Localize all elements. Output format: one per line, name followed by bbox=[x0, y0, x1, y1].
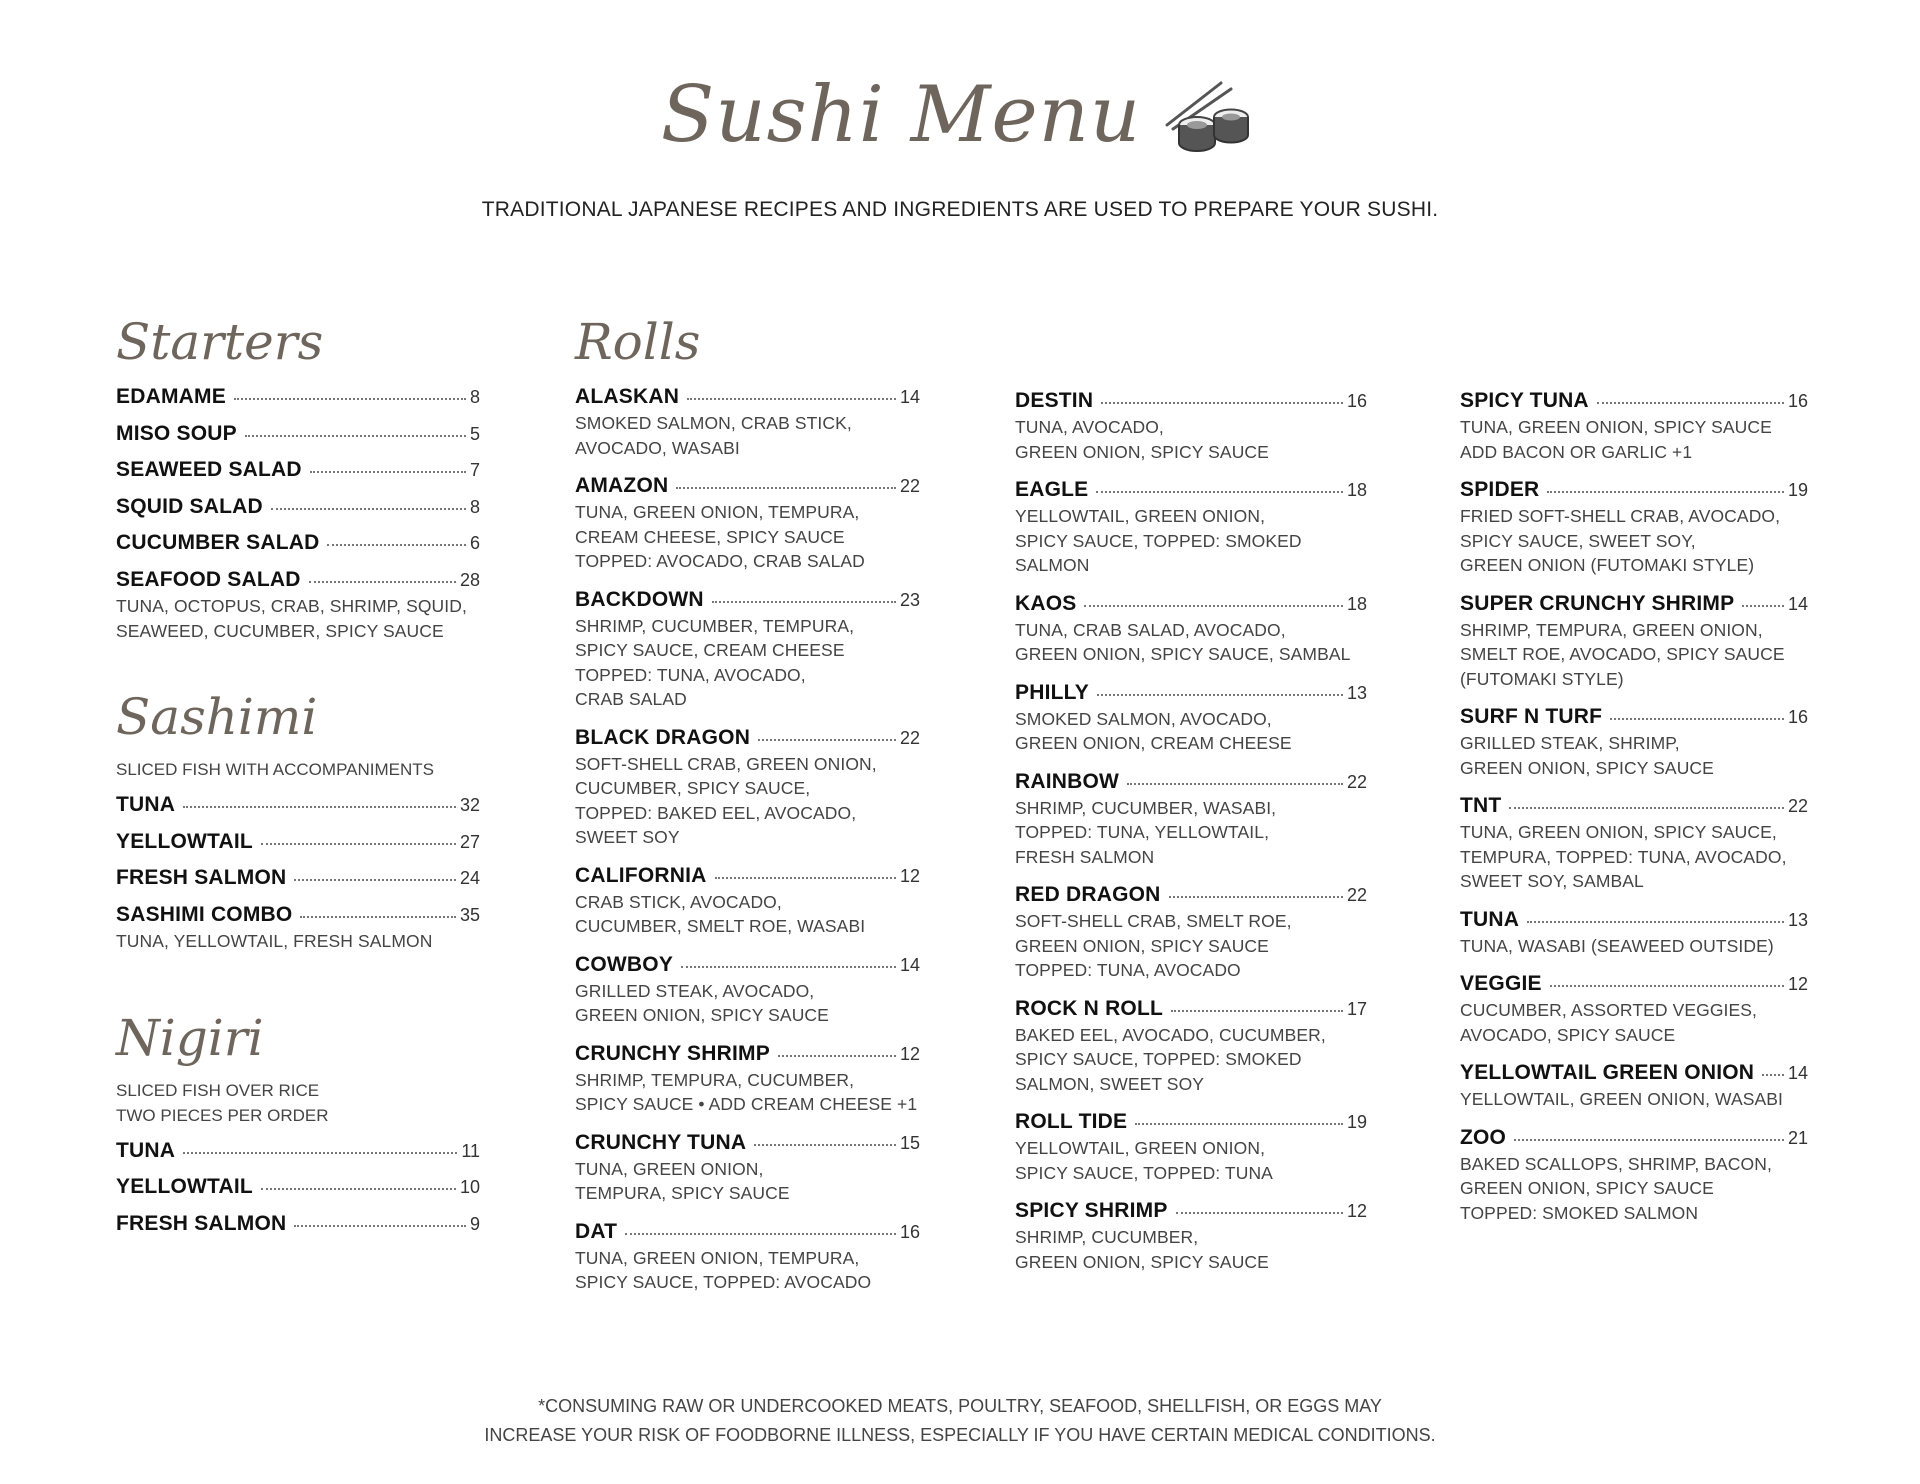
menu-item-price: 8 bbox=[469, 496, 480, 517]
dot-leader bbox=[183, 1152, 457, 1154]
menu-item-row bbox=[116, 1140, 480, 1163]
menu-item-row bbox=[116, 386, 480, 409]
dot-leader bbox=[1101, 402, 1343, 404]
menu-item-price: 16 bbox=[899, 1221, 920, 1242]
menu-item-price: 14 bbox=[1787, 1063, 1808, 1083]
rolls-heading: Rolls bbox=[575, 313, 701, 371]
dot-leader bbox=[676, 487, 896, 489]
menu-item bbox=[1460, 1062, 1808, 1112]
menu-item-name: RAINBOW bbox=[1015, 769, 1120, 793]
dot-leader bbox=[681, 966, 896, 968]
menu-item-description: TUNA, YELLOWTAIL, FRESH SALMON bbox=[116, 931, 433, 951]
menu-item-description: CUCUMBER, ASSORTED VEGGIES, AVOCADO, SPICY SAUCE bbox=[1460, 1000, 1758, 1045]
menu-item-description: CRAB STICK, AVOCADO, CUCUMBER, SMELT ROE, WASABI bbox=[575, 891, 866, 936]
menu-item-row bbox=[1015, 884, 1367, 906]
menu-item-row bbox=[116, 532, 480, 555]
menu-item bbox=[116, 532, 480, 555]
menu-item-row bbox=[1460, 1127, 1808, 1149]
menu-item-name: EAGLE bbox=[1015, 478, 1089, 501]
menu-item bbox=[1015, 998, 1367, 1097]
dot-leader bbox=[294, 879, 456, 881]
menu-item-row bbox=[116, 831, 480, 854]
dot-leader bbox=[327, 544, 466, 546]
menu-item bbox=[116, 459, 480, 482]
menu-item-name: KAOS bbox=[1015, 591, 1077, 615]
menu-item-row bbox=[1015, 1111, 1367, 1133]
menu-item-price: 6 bbox=[469, 533, 480, 553]
menu-item-name: TUNA bbox=[116, 1138, 176, 1162]
menu-item-row bbox=[1015, 479, 1367, 501]
disclaimer-line-1: *CONSUMING RAW OR UNDERCOOKED MEATS, POULTRY, SEAFOOD, SHELLFISH, OR EGGS MAY bbox=[538, 1396, 1382, 1416]
menu-item-name: SEAFOOD SALAD bbox=[116, 567, 301, 591]
dot-leader bbox=[1597, 402, 1784, 404]
menu-item-description: SHRIMP, TEMPURA, CUCUMBER, SPICY SAUCE • ADD CREAM CHEESE +1 bbox=[575, 1069, 918, 1114]
menu-item-price: 7 bbox=[469, 460, 480, 480]
menu-item-row bbox=[575, 386, 920, 408]
menu-item bbox=[1015, 390, 1367, 464]
menu-item-price: 23 bbox=[899, 589, 920, 610]
menu-item-row bbox=[1460, 479, 1808, 501]
menu-item-name: PHILLY bbox=[1015, 680, 1089, 704]
menu-item-price: 24 bbox=[459, 868, 480, 888]
menu-item-row bbox=[575, 475, 920, 497]
menu-item bbox=[116, 569, 480, 644]
allergy-disclaimer bbox=[0, 1392, 1920, 1450]
menu-item-description: TUNA, GREEN ONION, TEMPURA, CREAM CHEESE, SPICY SAUCE TOPPED: AVOCADO, CRAB SALAD bbox=[575, 502, 865, 571]
menu-item bbox=[1460, 706, 1808, 780]
menu-item bbox=[116, 831, 480, 854]
dot-leader bbox=[778, 1055, 896, 1057]
menu-item-price: 17 bbox=[1346, 998, 1367, 1019]
menu-item-description: YELLOWTAIL, GREEN ONION, SPICY SAUCE, TOPPED: TUNA bbox=[1015, 1138, 1273, 1183]
menu-tagline: TRADITIONAL JAPANESE RECIPES AND INGREDIENTS ARE USED TO PREPARE YOUR SUSHI. bbox=[481, 198, 1439, 221]
dot-leader bbox=[1527, 921, 1784, 923]
dot-leader bbox=[1127, 783, 1343, 785]
rolls-list-3 bbox=[1460, 390, 1808, 1225]
menu-item-name: ALASKAN bbox=[575, 385, 680, 408]
menu-item-price: 22 bbox=[1346, 771, 1367, 792]
menu-item-name: YELLOWTAIL bbox=[116, 1175, 253, 1198]
menu-item-description: BAKED SCALLOPS, SHRIMP, BACON, GREEN ONION, SPICY SAUCE TOPPED: SMOKED SALMON bbox=[1460, 1153, 1772, 1223]
menu-item-name: DAT bbox=[575, 1219, 618, 1243]
menu-item-name: AMAZON bbox=[575, 474, 669, 497]
menu-item-row bbox=[1460, 795, 1808, 817]
menu-item-name: BLACK DRAGON bbox=[575, 725, 751, 749]
menu-item bbox=[1460, 1127, 1808, 1226]
menu-item bbox=[1015, 682, 1367, 756]
menu-item-price: 35 bbox=[459, 904, 480, 925]
menu-item-name: SPICY TUNA bbox=[1460, 389, 1589, 412]
menu-item bbox=[575, 1221, 920, 1295]
menu-item-price: 12 bbox=[1787, 974, 1808, 994]
menu-item-row bbox=[1015, 1200, 1367, 1222]
sashimi-subtitle: SLICED FISH WITH ACCOMPANIMENTS bbox=[116, 760, 434, 779]
menu-item-row bbox=[1015, 771, 1367, 793]
nigiri-heading: Nigiri bbox=[116, 1008, 264, 1067]
menu-item-row bbox=[116, 867, 480, 890]
menu-item-row bbox=[1460, 390, 1808, 412]
menu-item-name: SPIDER bbox=[1460, 478, 1540, 501]
dot-leader bbox=[245, 435, 466, 437]
menu-item-description: SHRIMP, CUCUMBER, WASABI, TOPPED: TUNA, YELLOWTAIL, FRESH SALMON bbox=[1015, 797, 1277, 867]
sushi-roll-chopsticks-icon bbox=[1159, 75, 1259, 155]
dot-leader bbox=[758, 739, 896, 741]
sashimi-list bbox=[116, 794, 480, 954]
menu-item-price: 9 bbox=[469, 1213, 480, 1234]
menu-item-row bbox=[575, 1221, 920, 1243]
menu-item-name: CALIFORNIA bbox=[575, 863, 707, 887]
menu-item-price: 13 bbox=[1787, 909, 1808, 930]
dot-leader bbox=[1171, 1010, 1343, 1012]
dot-leader bbox=[1509, 807, 1784, 809]
menu-item-price: 28 bbox=[459, 569, 480, 590]
menu-item-name: SUPER CRUNCHY SHRIMP bbox=[1460, 591, 1735, 615]
menu-item bbox=[116, 423, 480, 446]
menu-item bbox=[116, 867, 480, 890]
dot-leader bbox=[1514, 1139, 1784, 1141]
starters-section bbox=[116, 312, 480, 643]
menu-item-row bbox=[116, 904, 480, 927]
menu-item-row bbox=[1015, 998, 1367, 1020]
menu-item-name: CRUNCHY SHRIMP bbox=[575, 1041, 770, 1065]
dot-leader bbox=[1084, 605, 1342, 607]
dot-leader bbox=[1550, 985, 1784, 987]
rolls-column-2 bbox=[1015, 390, 1367, 1289]
menu-item-description: SHRIMP, CUCUMBER, GREEN ONION, SPICY SAUCE bbox=[1015, 1227, 1269, 1272]
menu-item-row bbox=[116, 1213, 480, 1236]
dot-leader bbox=[310, 471, 466, 473]
dot-leader bbox=[754, 1144, 896, 1146]
menu-item-description: TUNA, GREEN ONION, SPICY SAUCE ADD BACON OR GARLIC +1 bbox=[1460, 417, 1772, 462]
menu-item-name: VEGGIE bbox=[1460, 972, 1542, 995]
menu-item-price: 12 bbox=[899, 1043, 920, 1064]
menu-item-price: 22 bbox=[1346, 885, 1367, 905]
menu-item-price: 18 bbox=[1346, 480, 1367, 500]
dot-leader bbox=[271, 508, 466, 510]
dot-leader bbox=[625, 1233, 896, 1235]
menu-item bbox=[1015, 884, 1367, 983]
menu-item bbox=[1015, 771, 1367, 870]
dot-leader bbox=[294, 1225, 466, 1227]
menu-item bbox=[575, 475, 920, 574]
menu-item-row bbox=[1460, 593, 1808, 615]
menu-item-name: FRESH SALMON bbox=[116, 866, 287, 889]
menu-item bbox=[116, 1176, 480, 1199]
menu-item-name: EDAMAME bbox=[116, 385, 226, 408]
menu-item-price: 16 bbox=[1787, 707, 1808, 727]
menu-item bbox=[116, 386, 480, 409]
menu-item-row bbox=[575, 727, 920, 749]
menu-item bbox=[1015, 593, 1367, 667]
menu-item bbox=[1015, 1200, 1367, 1274]
menu-item-name: TUNA bbox=[1460, 907, 1520, 931]
dot-leader bbox=[1169, 896, 1343, 898]
menu-item-description: TUNA, GREEN ONION, SPICY SAUCE, TEMPURA, TOPPED: TUNA, AVOCADO, SWEET SOY, SAMBAL bbox=[1460, 822, 1787, 891]
dot-leader bbox=[1135, 1123, 1343, 1125]
menu-item-name: ROCK N ROLL bbox=[1015, 996, 1164, 1020]
menu-item-name: ZOO bbox=[1460, 1125, 1507, 1149]
menu-item-description: TUNA, GREEN ONION, TEMPURA, SPICY SAUCE, TOPPED: AVOCADO bbox=[575, 1247, 872, 1292]
menu-item bbox=[1460, 390, 1808, 464]
menu-item-row bbox=[1015, 390, 1367, 412]
menu-item-row bbox=[116, 496, 480, 519]
menu-item-row bbox=[116, 423, 480, 446]
menu-item-price: 32 bbox=[459, 795, 480, 815]
menu-item-row bbox=[116, 1176, 480, 1199]
menu-header bbox=[0, 70, 1920, 222]
dot-leader bbox=[234, 398, 466, 400]
menu-item-name: SEAWEED SALAD bbox=[116, 458, 302, 481]
menu-item bbox=[1460, 795, 1808, 894]
menu-item-row bbox=[116, 794, 480, 817]
menu-item-price: 11 bbox=[461, 1140, 480, 1161]
menu-item-row bbox=[1460, 909, 1808, 931]
menu-item-row bbox=[116, 569, 480, 592]
menu-item-description: GRILLED STEAK, SHRIMP, GREEN ONION, SPICY SAUCE bbox=[1460, 733, 1714, 778]
menu-item bbox=[575, 727, 920, 850]
nigiri-subtitle: SLICED FISH OVER RICE TWO PIECES PER ORDER bbox=[116, 1080, 329, 1125]
dot-leader bbox=[261, 1188, 456, 1190]
menu-item-name: SURF N TURF bbox=[1460, 705, 1603, 728]
menu-item bbox=[575, 954, 920, 1028]
menu-item-price: 21 bbox=[1787, 1127, 1808, 1148]
menu-item-price: 14 bbox=[899, 954, 920, 975]
menu-item-price: 19 bbox=[1346, 1112, 1367, 1132]
menu-item bbox=[116, 1140, 480, 1163]
menu-item bbox=[1015, 479, 1367, 578]
menu-item-price: 22 bbox=[899, 476, 920, 496]
nigiri-section bbox=[116, 1008, 480, 1236]
menu-item bbox=[116, 794, 480, 817]
menu-item-description: SHRIMP, CUCUMBER, TEMPURA, SPICY SAUCE, CREAM CHEESE TOPPED: TUNA, AVOCADO, CRAB SALAD bbox=[575, 615, 855, 709]
title-wrap bbox=[661, 70, 1259, 160]
menu-item-price: 14 bbox=[899, 387, 920, 407]
menu-item-name: BACKDOWN bbox=[575, 587, 704, 611]
menu-item bbox=[575, 1043, 920, 1117]
dot-leader bbox=[1096, 491, 1343, 493]
dot-leader bbox=[300, 916, 456, 918]
menu-item-description: SMOKED SALMON, CRAB STICK, AVOCADO, WASABI bbox=[575, 413, 852, 458]
dot-leader bbox=[1742, 605, 1784, 607]
menu-item-price: 22 bbox=[899, 727, 920, 748]
nigiri-list bbox=[116, 1140, 480, 1236]
menu-item-description: TUNA, CRAB SALAD, AVOCADO, GREEN ONION, SPICY SAUCE, SAMBAL bbox=[1015, 619, 1351, 664]
menu-item-price: 10 bbox=[459, 1177, 480, 1197]
menu-item-price: 16 bbox=[1346, 391, 1367, 411]
menu-title: Sushi Menu bbox=[660, 70, 1142, 160]
dot-leader bbox=[712, 601, 896, 603]
menu-item-description: BAKED EEL, AVOCADO, CUCUMBER, SPICY SAUCE, TOPPED: SMOKED SALMON, SWEET SOY bbox=[1015, 1024, 1326, 1094]
menu-item-name: SASHIMI COMBO bbox=[116, 902, 293, 926]
menu-item-row bbox=[1015, 682, 1367, 704]
menu-item bbox=[575, 589, 920, 712]
dot-leader bbox=[183, 806, 456, 808]
menu-item-name: YELLOWTAIL bbox=[116, 829, 253, 853]
menu-item bbox=[116, 904, 480, 954]
dot-leader bbox=[1610, 718, 1784, 720]
menu-item-price: 27 bbox=[459, 831, 480, 852]
menu-item-name: MISO SOUP bbox=[116, 421, 237, 445]
menu-item-price: 12 bbox=[899, 865, 920, 886]
menu-item-description: TUNA, WASABI (SEAWEED OUTSIDE) bbox=[1460, 935, 1774, 956]
menu-item-name: TNT bbox=[1460, 794, 1502, 817]
sashimi-heading: Sashimi bbox=[116, 688, 318, 746]
starters-list bbox=[116, 386, 480, 643]
menu-item-row bbox=[1460, 973, 1808, 995]
menu-item-name: CRUNCHY TUNA bbox=[575, 1130, 747, 1154]
menu-item-row bbox=[575, 1132, 920, 1154]
menu-item-price: 12 bbox=[1346, 1201, 1367, 1221]
menu-item-name: FRESH SALMON bbox=[116, 1211, 287, 1235]
menu-item-name: YELLOWTAIL GREEN ONION bbox=[1460, 1061, 1755, 1084]
menu-item-row bbox=[1460, 706, 1808, 728]
menu-item-price: 5 bbox=[469, 423, 480, 444]
menu-item-row bbox=[1015, 593, 1367, 615]
menu-item-row bbox=[1460, 1062, 1808, 1084]
dot-leader bbox=[1547, 491, 1784, 493]
menu-item-name: DESTIN bbox=[1015, 389, 1094, 412]
starters-heading: Starters bbox=[116, 313, 324, 371]
menu-item-price: 18 bbox=[1346, 593, 1367, 614]
dot-leader bbox=[1762, 1074, 1784, 1076]
rolls-list-1 bbox=[575, 386, 920, 1295]
menu-item-price: 22 bbox=[1787, 796, 1808, 816]
menu-item-name: SPICY SHRIMP bbox=[1015, 1199, 1168, 1222]
menu-item-name: SQUID SALAD bbox=[116, 494, 263, 518]
menu-item-row bbox=[575, 865, 920, 887]
dot-leader bbox=[309, 581, 456, 583]
menu-item-description: TUNA, GREEN ONION, TEMPURA, SPICY SAUCE bbox=[575, 1158, 790, 1203]
menu-item bbox=[1460, 909, 1808, 959]
dot-leader bbox=[1097, 694, 1343, 696]
menu-item bbox=[116, 1213, 480, 1236]
menu-item-name: CUCUMBER SALAD bbox=[116, 531, 320, 554]
menu-item-row bbox=[575, 589, 920, 611]
menu-item bbox=[1460, 593, 1808, 692]
menu-item-description: TUNA, OCTOPUS, CRAB, SHRIMP, SQUID, SEAWEED, CUCUMBER, SPICY SAUCE bbox=[116, 596, 467, 641]
menu-item-description: SOFT-SHELL CRAB, SMELT ROE, GREEN ONION, SPICY SAUCE TOPPED: TUNA, AVOCADO bbox=[1015, 911, 1292, 980]
menu-item-description: SHRIMP, TEMPURA, GREEN ONION, SMELT ROE, AVOCADO, SPICY SAUCE (FUTOMAKI STYLE) bbox=[1460, 619, 1785, 689]
disclaimer-line-2: INCREASE YOUR RISK OF FOODBORNE ILLNESS, ESPECIALLY IF YOU HAVE CERTAIN MEDICAL CONDITIONS. bbox=[484, 1425, 1436, 1445]
menu-item-description: GRILLED STEAK, AVOCADO, GREEN ONION, SPICY SAUCE bbox=[575, 980, 829, 1025]
menu-item-price: 16 bbox=[1787, 391, 1808, 411]
menu-item-description: SOFT-SHELL CRAB, GREEN ONION, CUCUMBER, SPICY SAUCE, TOPPED: BAKED EEL, AVOCADO, SWEET SOY bbox=[575, 753, 877, 847]
dot-leader bbox=[687, 398, 896, 400]
menu-item-price: 15 bbox=[899, 1132, 920, 1153]
menu-item bbox=[116, 496, 480, 519]
menu-item bbox=[575, 1132, 920, 1206]
menu-item-description: SMOKED SALMON, AVOCADO, GREEN ONION, CREAM CHEESE bbox=[1015, 708, 1292, 753]
sashimi-section bbox=[116, 687, 480, 954]
rolls-column-3 bbox=[1460, 390, 1808, 1240]
dot-leader bbox=[1176, 1212, 1343, 1214]
menu-item-price: 8 bbox=[469, 387, 480, 407]
rolls-list-2 bbox=[1015, 390, 1367, 1274]
dot-leader bbox=[715, 877, 896, 879]
menu-item-name: RED DRAGON bbox=[1015, 883, 1161, 906]
menu-item bbox=[1460, 479, 1808, 578]
menu-item-price: 19 bbox=[1787, 480, 1808, 500]
menu-item bbox=[575, 865, 920, 939]
menu-item bbox=[1460, 973, 1808, 1047]
menu-item-description: YELLOWTAIL, GREEN ONION, WASABI bbox=[1460, 1089, 1784, 1109]
menu-item-description: TUNA, AVOCADO, GREEN ONION, SPICY SAUCE bbox=[1015, 417, 1269, 462]
left-column bbox=[116, 312, 480, 1249]
menu-item-name: TUNA bbox=[116, 793, 176, 816]
menu-item-row bbox=[116, 459, 480, 482]
menu-item-description: YELLOWTAIL, GREEN ONION, SPICY SAUCE, TOPPED: SMOKED SALMON bbox=[1015, 506, 1302, 575]
dot-leader bbox=[261, 843, 456, 845]
menu-item-name: ROLL TIDE bbox=[1015, 1110, 1128, 1133]
menu-item-price: 14 bbox=[1787, 593, 1808, 614]
menu-item bbox=[575, 386, 920, 460]
menu-item bbox=[1015, 1111, 1367, 1185]
menu-item-price: 13 bbox=[1346, 682, 1367, 703]
menu-item-description: FRIED SOFT-SHELL CRAB, AVOCADO, SPICY SAUCE, SWEET SOY, GREEN ONION (FUTOMAKI STYLE) bbox=[1460, 506, 1781, 575]
menu-item-row bbox=[575, 1043, 920, 1065]
rolls-column-1 bbox=[575, 312, 920, 1310]
menu-item-name: COWBOY bbox=[575, 952, 674, 976]
menu-item-row bbox=[575, 954, 920, 976]
